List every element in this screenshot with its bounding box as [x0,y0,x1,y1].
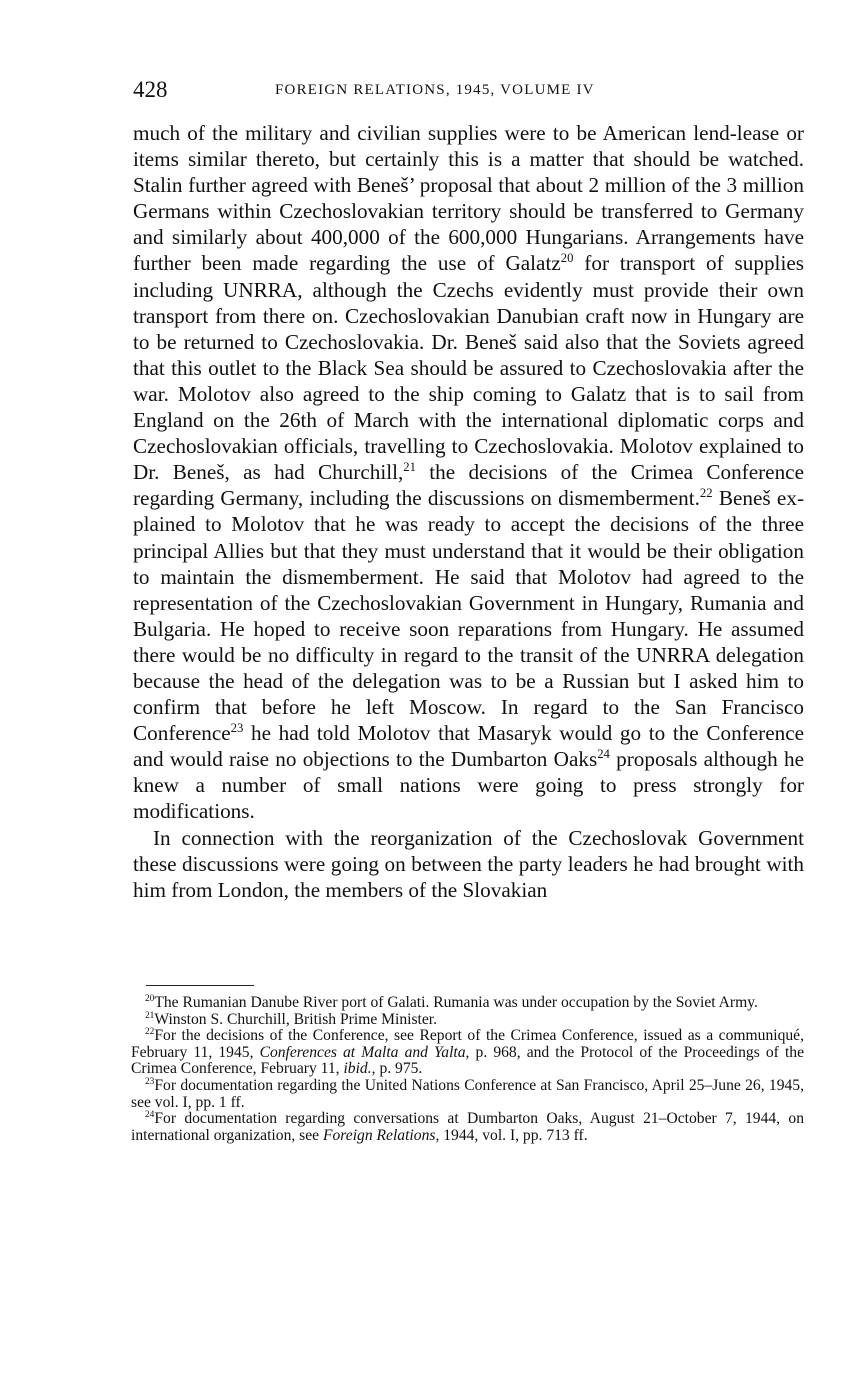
footnote-20 [131,995,804,1012]
footnote-marker: 23 [145,1076,155,1087]
running-title: FOREIGN RELATIONS, 1945, VOLUME IV [275,82,595,98]
text-segment: he had told Molotov that Masaryk would go to the Conference and would raise no objections to the Dumbarton Oaks [133,721,804,772]
page-header [133,77,803,105]
text-segment: the decisions of the Crimea Conference regarding Germany, including the discussions on dismemberment. [133,460,804,511]
footnote-ref-22: 22 [699,486,713,501]
footnote-ref-23: 23 [230,721,244,736]
text-segment: much of the military and civilian supplies were to be American lend-lease or items similar thereto, but certainly this is a matter that should be watched. Stalin further agreed with Beneš’ proposal that about 2 million of the 3 million Germans within Czechoslovakian territory should be transferred to Germany and similarly about 400,000 of the 600,000 Hungarians. Arrangements have further been made regarding the use of Galatz [133,121,804,276]
footnote-text: For documentation regarding conversations at Dumbarton Oaks, August 21–October 7, 1944, on international organization, see [131,1110,804,1144]
footnote-text: For the decisions of the Conference, see Report of the Crimea Conference, issued as a communiqué, February 11, 1945, [131,1027,804,1061]
footnote-ref-24: 24 [597,747,610,762]
text-segment: Beneš explained to Molotov that he was ready to accept the decisions of the three principal Allies but that they must understand that it would be their obligation to maintain the dismemberment. He said that Molotov had agreed to the representation of the Czechoslovakian Government in Hungary, Rumania and Bulgaria. He hoped to receive soon reparations from Hungary. He assumed there would be no difficulty in regard to the transit of the UNRRA delegation because the head of the delegation was to be a Russian but I asked him to confirm that before he left Moscow. In regard to the San Francisco Conference [133,486,804,746]
paragraph-2: In connection with the reorganization of the Czechoslovak Government these discussions were going on between the party leaders he had brought with him from London, the members of the Slovakian [133,825,804,902]
footnote-text: Winston S. Churchill, British Prime Minister. [154,1010,438,1028]
text-segment: for transport of supplies including UNRRA, although the Czechs evidently must provide their own transport from there on. Czechoslovakian Danubian craft now in Hungary are to be returned to Czechoslovakia. Dr. Beneš said also that the Soviets agreed that this outlet to the Black Sea should be assured to Czechoslovakia after the war. Molotov also agreed to the ship coming to Galatz that is to sail from England on the 26th of March with the international diplomatic corps and Czechoslovakian officials, travelling to Czechoslovakia. Molotov explained to Dr. Beneš, as had Churchill, [133,251,804,485]
page-number: 428 [133,77,168,102]
publication-title: Foreign Relations [322,1126,436,1144]
text-segment: proposals although he knew a number of small nations were going to press strongly for modifications. [133,747,804,824]
footnote-23 [131,1078,804,1111]
footnote-marker: 21 [145,1010,155,1021]
paragraph-1 [133,120,804,825]
footnote-24 [131,1111,804,1144]
footnote-ref-20: 20 [560,251,574,266]
footnote-text: , p. 968, and the Protocol of the Proceedings of the Crimea Conference, February 11, [131,1043,804,1078]
footnote-marker: 24 [145,1109,155,1120]
footnote-marker: 22 [145,1027,155,1037]
footnote-text: , p. 975. [371,1060,423,1078]
footnote-marker: 20 [145,993,155,1004]
footnotes [131,995,804,1144]
footnote-divider [146,985,254,986]
footnote-text: , 1944, vol. I, pp. 713 ff. [435,1126,588,1144]
footnote-text: For documentation regarding the United Nations Conference at San Francisco, April 25–June 26, 1945, see vol. I, pp. 1 ff. [131,1076,804,1111]
citation-ibid: ibid. [343,1060,372,1078]
footnote-22 [131,1028,804,1078]
publication-title: Conferences at Malta and Yalta [259,1043,466,1061]
footnote-text: The Rumanian Danube River port of Galati. Rumania was under occupation by the Soviet Army. [154,994,758,1011]
main-text [133,120,804,903]
footnote-21 [131,1012,804,1029]
footnote-ref-21: 21 [403,460,416,475]
